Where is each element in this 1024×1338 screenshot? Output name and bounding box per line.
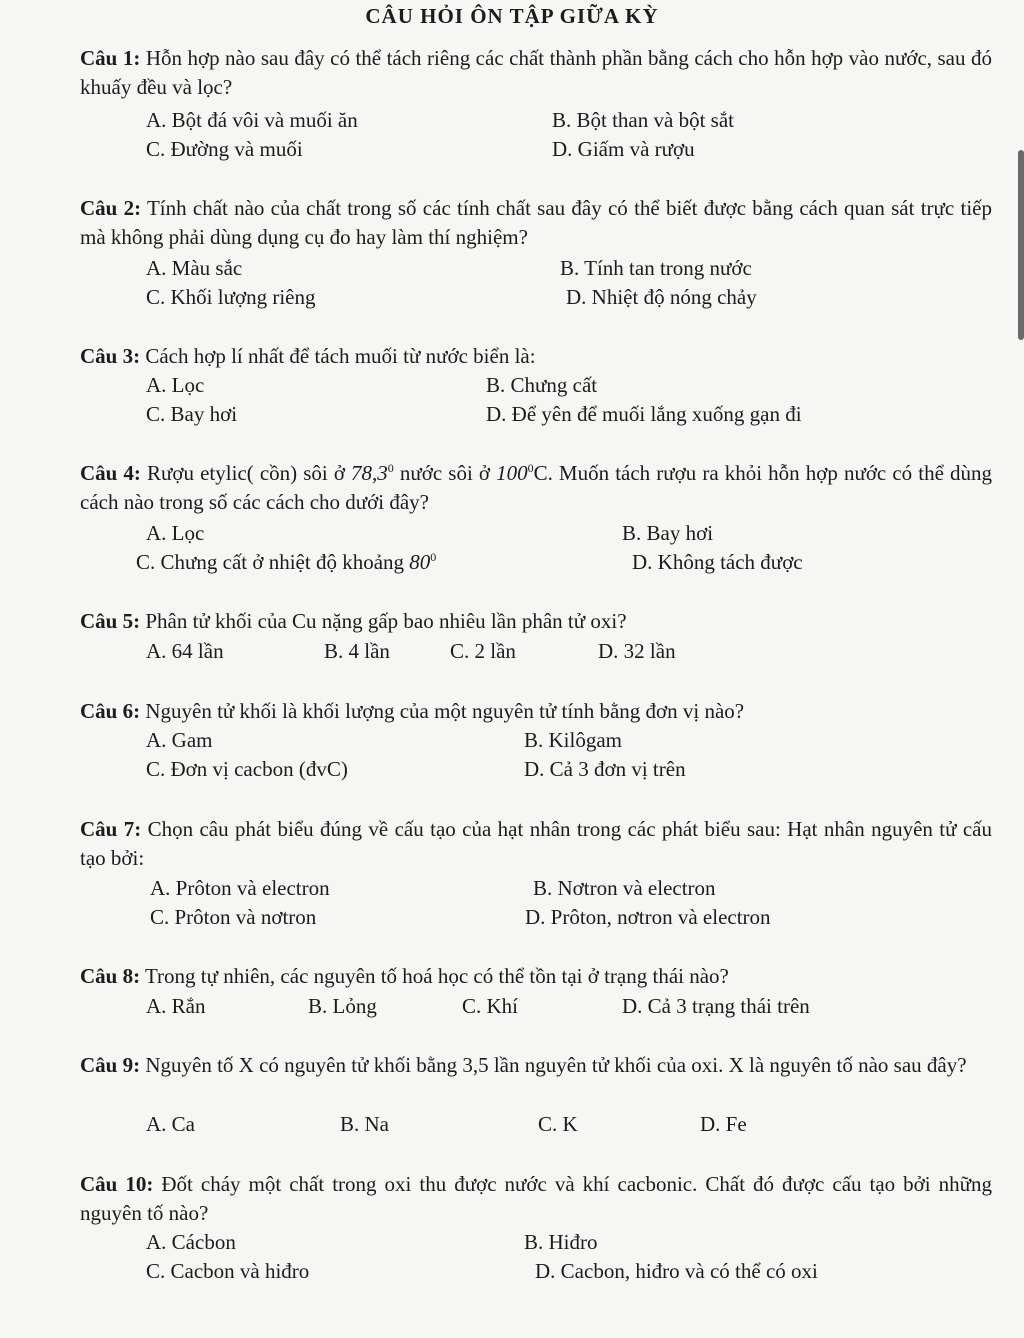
option-d: D. Cacbon, hiđro và có thể có oxi xyxy=(535,1259,818,1283)
question-7 xyxy=(80,815,992,873)
option-c: C. 2 lần xyxy=(450,639,516,663)
option-d: D. Giấm và rượu xyxy=(552,137,695,161)
question-text: Hỗn hợp nào sau đây có thể tách riêng các chất thành phần bằng cách cho hỗn hợp vào nước, sau đó khuấy đều và lọc? xyxy=(80,46,992,99)
option-b: B. Tính tan trong nước xyxy=(560,256,752,280)
option-c: C. Khí xyxy=(462,994,519,1018)
option-b: B. Hiđro xyxy=(524,1230,598,1254)
question-8 xyxy=(80,962,992,991)
degree-superscript: 0 xyxy=(430,550,437,564)
option-c: C. Đường và muối xyxy=(146,137,303,161)
degree-superscript: 0 xyxy=(527,461,534,475)
question-text: Trong tự nhiên, các nguyên tố hoá học có thể tồn tại ở trạng thái nào? xyxy=(144,964,729,988)
question-label: Câu 3: xyxy=(80,344,141,368)
option-b: B. Kilôgam xyxy=(524,728,622,752)
question-label: Câu 8: xyxy=(80,964,141,988)
option-d: D. Cả 3 đơn vị trên xyxy=(524,757,686,781)
question-4 xyxy=(80,459,992,517)
question-label: Câu 10: xyxy=(80,1172,154,1196)
option-d: D. Không tách được xyxy=(632,550,803,574)
question-9 xyxy=(80,1051,992,1080)
question-1 xyxy=(80,44,992,102)
option-c: C. Khối lượng riêng xyxy=(146,285,316,309)
question-label: Câu 2: xyxy=(80,196,142,220)
option-b: B. Bột than và bột sắt xyxy=(552,108,734,132)
question-text: Cách hợp lí nhất để tách muối từ nước biển là: xyxy=(145,344,536,368)
temperature-value: 78,3 xyxy=(351,461,388,485)
option-a: A. Lọc xyxy=(146,521,205,545)
question-text: Chọn câu phát biểu đúng về cấu tạo của hạt nhân trong các phát biểu sau: Hạt nhân nguyên tử cấu tạo bởi: xyxy=(80,817,992,870)
option-a: A. Prôton và electron xyxy=(150,876,330,900)
question-2 xyxy=(80,194,992,252)
question-5 xyxy=(80,607,992,636)
temperature-value: 80 xyxy=(409,550,431,574)
question-text: Đốt cháy một chất trong oxi thu được nước và khí cacbonic. Chất đó được cấu tạo bởi những nguyên tố nào? xyxy=(80,1172,993,1225)
option-d: D. Prôton, nơtron và electron xyxy=(525,905,771,929)
option-b: B. Bay hơi xyxy=(622,521,714,545)
option-b: B. Chưng cất xyxy=(486,373,598,397)
question-text-part: nước sôi ở xyxy=(393,461,497,485)
option-a: A. Màu sắc xyxy=(146,256,243,280)
option-a: A. Lọc xyxy=(146,373,205,397)
question-text-part: Rượu etylic( cồn) sôi ở xyxy=(147,461,352,485)
option-c xyxy=(136,548,436,577)
question-10 xyxy=(80,1170,992,1228)
question-text-part: C. Muốn tách rượu ra khỏi hỗn hợp nước có thể dùng cách nào trong số các cách cho dưới đây? xyxy=(80,461,992,514)
question-label: Câu 1: xyxy=(80,46,141,70)
option-a: A. Rắn xyxy=(146,994,206,1018)
option-a: A. Bột đá vôi và muối ăn xyxy=(146,108,358,132)
question-text: Nguyên tử khối là khối lượng của một nguyên tử tính bằng đơn vị nào? xyxy=(145,699,745,723)
question-label: Câu 6: xyxy=(80,699,141,723)
question-text: Tính chất nào của chất trong số các tính chất sau đây có thể biết được bằng cách quan sát trực tiếp mà không phải dùng dụng cụ đo hay làm thí nghiệm? xyxy=(80,196,992,249)
option-d: D. Nhiệt độ nóng chảy xyxy=(566,285,757,309)
temperature-value: 100 xyxy=(496,461,528,485)
option-b: B. Lỏng xyxy=(308,994,377,1018)
question-label: Câu 5: xyxy=(80,609,141,633)
question-label: Câu 4: xyxy=(80,461,141,485)
option-b: B. Na xyxy=(340,1112,389,1136)
question-label: Câu 7: xyxy=(80,817,142,841)
option-a: A. Cácbon xyxy=(146,1230,236,1254)
option-b: B. 4 lần xyxy=(324,639,390,663)
degree-superscript: 0 xyxy=(387,461,394,475)
option-a: A. Gam xyxy=(146,728,213,752)
option-a: A. 64 lần xyxy=(146,639,224,663)
option-c: C. Prôton và nơtron xyxy=(150,905,317,929)
option-d: D. Fe xyxy=(700,1112,747,1136)
option-b: B. Nơtron và electron xyxy=(533,876,716,900)
question-label: Câu 9: xyxy=(80,1053,141,1077)
option-d: D. 32 lần xyxy=(598,639,676,663)
question-text: Phân tử khối của Cu nặng gấp bao nhiêu lần phân tử oxi? xyxy=(145,609,627,633)
option-c: C. K xyxy=(538,1112,578,1136)
question-6 xyxy=(80,697,992,726)
option-c: C. Đơn vị cacbon (đvC) xyxy=(146,757,348,781)
option-d: D. Cả 3 trạng thái trên xyxy=(622,994,810,1018)
question-text: Nguyên tố X có nguyên tử khối bằng 3,5 lần nguyên tử khối của oxi. X là nguyên tố nào sau đây? xyxy=(145,1053,967,1077)
option-d: D. Để yên để muối lắng xuống gạn đi xyxy=(486,402,802,426)
option-c: C. Cacbon và hiđro xyxy=(146,1259,310,1283)
option-c-text: C. Chưng cất ở nhiệt độ khoảng xyxy=(136,550,410,574)
page-title: CÂU HỎI ÔN TẬP GIỮA KỲ xyxy=(365,4,659,28)
scrollbar-thumb[interactable] xyxy=(1018,150,1024,340)
option-c: C. Bay hơi xyxy=(146,402,238,426)
option-a: A. Ca xyxy=(146,1112,195,1136)
question-3 xyxy=(80,342,992,371)
